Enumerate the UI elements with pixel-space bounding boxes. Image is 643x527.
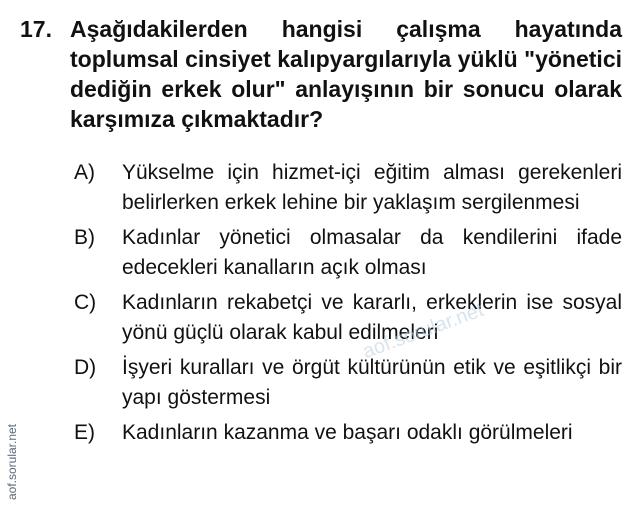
option-a[interactable] xyxy=(74,158,622,218)
side-watermark: aof.sorular.net xyxy=(5,423,19,501)
option-text: Yükselme için hizmet-içi eğitim alması gerekenleri belirlerken erkek lehine bir yaklaşım sergilenmesi xyxy=(122,161,622,214)
option-letter: E) xyxy=(74,421,95,444)
option-e[interactable] xyxy=(74,418,622,448)
diagonal-watermark: aof.sorular.net xyxy=(359,299,487,364)
option-text: İşyeri kuralları ve örgüt kültürünün etik ve eşitlikçi bir yapı göstermesi xyxy=(122,356,622,409)
option-letter: A) xyxy=(74,161,95,184)
option-d[interactable] xyxy=(74,353,622,413)
question-text: Aşağıdakilerden hangisi çalışma hayatında toplumsal cinsiyet kalıpyargılarıyla yüklü "yönetici dediğin erkek olur" anlayışının bir sonucu olarak karşımıza çıkmaktadır? xyxy=(70,16,622,132)
option-letter: D) xyxy=(74,356,97,379)
option-text: Kadınlar yönetici olmasalar da kendilerini ifade edecekleri kanalların açık olması xyxy=(122,226,622,279)
option-letter: C) xyxy=(74,291,97,314)
option-text: Kadınların rekabetçi ve kararlı, erkeklerin ise sosyal yönü güçlü olarak kabul edilmeleri xyxy=(122,291,622,344)
option-c[interactable] xyxy=(74,288,622,348)
option-text: Kadınların kazanma ve başarı odaklı görülmeleri xyxy=(122,421,573,444)
option-letter: B) xyxy=(74,226,95,249)
question-number: 17. xyxy=(20,16,52,42)
answer-options xyxy=(74,158,622,453)
option-b[interactable] xyxy=(74,223,622,283)
